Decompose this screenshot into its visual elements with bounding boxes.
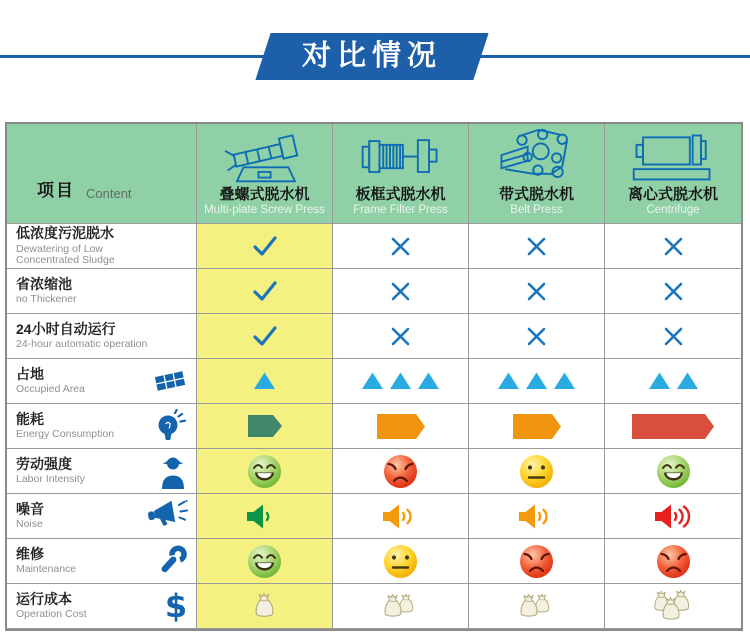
row-title-zh: 劳动强度 — [16, 455, 72, 472]
row-label-maintenance — [7, 539, 197, 584]
centrifuge-icon — [627, 124, 719, 187]
cell-auto-24h-col4-cross — [605, 314, 741, 359]
area-panel-icon — [151, 368, 189, 394]
row-label-energy — [7, 404, 197, 449]
cell-labor-col3-face — [469, 449, 605, 494]
worker-icon — [157, 453, 189, 489]
cell-noise-col2-speaker — [333, 494, 469, 539]
cell-no-thickener-col4-cross — [605, 269, 741, 314]
row-title-en: Maintenance — [16, 563, 77, 576]
cell-energy-col4-arrow — [605, 404, 741, 449]
header-label-zh: 项目 — [37, 181, 75, 200]
cell-noise-col1-speaker — [197, 494, 333, 539]
row-title-zh: 省浓缩池 — [16, 275, 72, 292]
cell-no-thickener-col2-cross — [333, 269, 469, 314]
row-label-cost — [7, 584, 197, 629]
dollar-icon — [163, 588, 189, 624]
row-title — [16, 276, 77, 306]
row-title-en: Occupied Area — [16, 383, 85, 396]
cell-low-sludge-col2-cross — [333, 224, 469, 269]
header-col-frame-filter-press — [333, 124, 469, 224]
row-title-en: Labor Intensity — [16, 473, 85, 486]
machine-name-zh: 板框式脱水机 — [355, 185, 446, 203]
row-title — [16, 591, 87, 621]
row-title-en: Noise — [16, 518, 43, 531]
row-title — [16, 456, 85, 486]
row-title-en: Dewatering of Low Concentrated Sludge — [16, 242, 115, 267]
cell-occupied-area-col1-triangles — [197, 359, 333, 404]
machine-name-en: Frame Filter Press — [353, 204, 448, 217]
row-label-noise — [7, 494, 197, 539]
cell-low-sludge-col4-cross — [605, 224, 741, 269]
row-title-zh: 运行成本 — [16, 590, 72, 607]
header-content-cell — [7, 124, 197, 224]
comparison-table — [5, 122, 743, 631]
title-banner — [0, 33, 750, 80]
cell-auto-24h-col1-check — [197, 314, 333, 359]
machine-name-zh: 离心式脱水机 — [627, 185, 718, 203]
cell-auto-24h-col2-cross — [333, 314, 469, 359]
cell-labor-col2-face — [333, 449, 469, 494]
header-col-belt-press — [469, 124, 605, 224]
cell-occupied-area-col3-triangles — [469, 359, 605, 404]
megaphone-icon — [143, 499, 189, 533]
svg-text:$: $ — [164, 588, 188, 624]
cell-cost-col4-bags — [605, 584, 741, 629]
row-title — [16, 366, 85, 396]
row-title-zh: 低浓度污泥脱水 — [16, 225, 114, 241]
cell-no-thickener-col3-cross — [469, 269, 605, 314]
cell-noise-col4-speaker — [605, 494, 741, 539]
row-title-zh: 占地 — [16, 365, 44, 382]
cell-cost-col2-bags — [333, 584, 469, 629]
machine-name-zh: 叠螺式脱水机 — [219, 185, 310, 203]
row-title-en: no Thickener — [16, 293, 77, 306]
cell-energy-col3-arrow — [469, 404, 605, 449]
header-label-en: Content — [86, 186, 132, 201]
cell-maintenance-col1-face — [197, 539, 333, 584]
cell-cost-col1-bags — [197, 584, 333, 629]
row-title-en: Energy Consumption — [16, 428, 115, 441]
row-label-labor — [7, 449, 197, 494]
screw-press-icon — [219, 124, 311, 187]
cell-auto-24h-col3-cross — [469, 314, 605, 359]
cell-maintenance-col4-face — [605, 539, 741, 584]
cell-maintenance-col3-face — [469, 539, 605, 584]
machine-name-en: Belt Press — [510, 204, 563, 217]
row-label-occupied-area — [7, 359, 197, 404]
machine-name-en: Multi-plate Screw Press — [204, 204, 325, 217]
cell-low-sludge-col1-check — [197, 224, 333, 269]
machine-name-zh: 带式脱水机 — [498, 185, 574, 203]
row-title-zh: 维修 — [16, 545, 44, 562]
row-title-zh: 能耗 — [16, 410, 44, 427]
cell-occupied-area-col4-triangles — [605, 359, 741, 404]
cell-energy-col2-arrow — [333, 404, 469, 449]
cell-labor-col1-face — [197, 449, 333, 494]
header-col-centrifuge — [605, 124, 741, 224]
cell-occupied-area-col2-triangles — [333, 359, 469, 404]
row-title — [16, 546, 76, 576]
row-label-no-thickener — [7, 269, 197, 314]
row-title — [16, 501, 44, 531]
machine-name-en: Centrifuge — [646, 204, 700, 217]
cell-labor-col4-face — [605, 449, 741, 494]
row-title-en: Operation Cost — [16, 608, 87, 621]
row-title — [16, 411, 114, 441]
cell-no-thickener-col1-check — [197, 269, 333, 314]
wrench-icon — [155, 543, 189, 579]
cell-energy-col1-arrow — [197, 404, 333, 449]
light-bulb-icon — [153, 409, 189, 443]
cell-noise-col3-speaker — [469, 494, 605, 539]
cell-low-sludge-col3-cross — [469, 224, 605, 269]
row-title-zh: 24小时自动运行 — [16, 320, 116, 337]
row-title — [16, 225, 161, 267]
cell-maintenance-col2-face — [333, 539, 469, 584]
frame-filter-press-icon — [355, 124, 447, 187]
cell-cost-col3-bags — [469, 584, 605, 629]
banner-parallelogram — [255, 33, 488, 80]
row-title-zh: 噪音 — [16, 500, 44, 517]
row-title-en: 24-hour automatic operation — [16, 338, 148, 351]
row-label-low-sludge — [7, 224, 197, 269]
header-col-screw-press — [197, 124, 333, 224]
row-title — [16, 321, 147, 351]
page-title: 对比情况 — [301, 40, 442, 72]
row-label-auto-24h — [7, 314, 197, 359]
belt-press-icon — [491, 124, 583, 187]
